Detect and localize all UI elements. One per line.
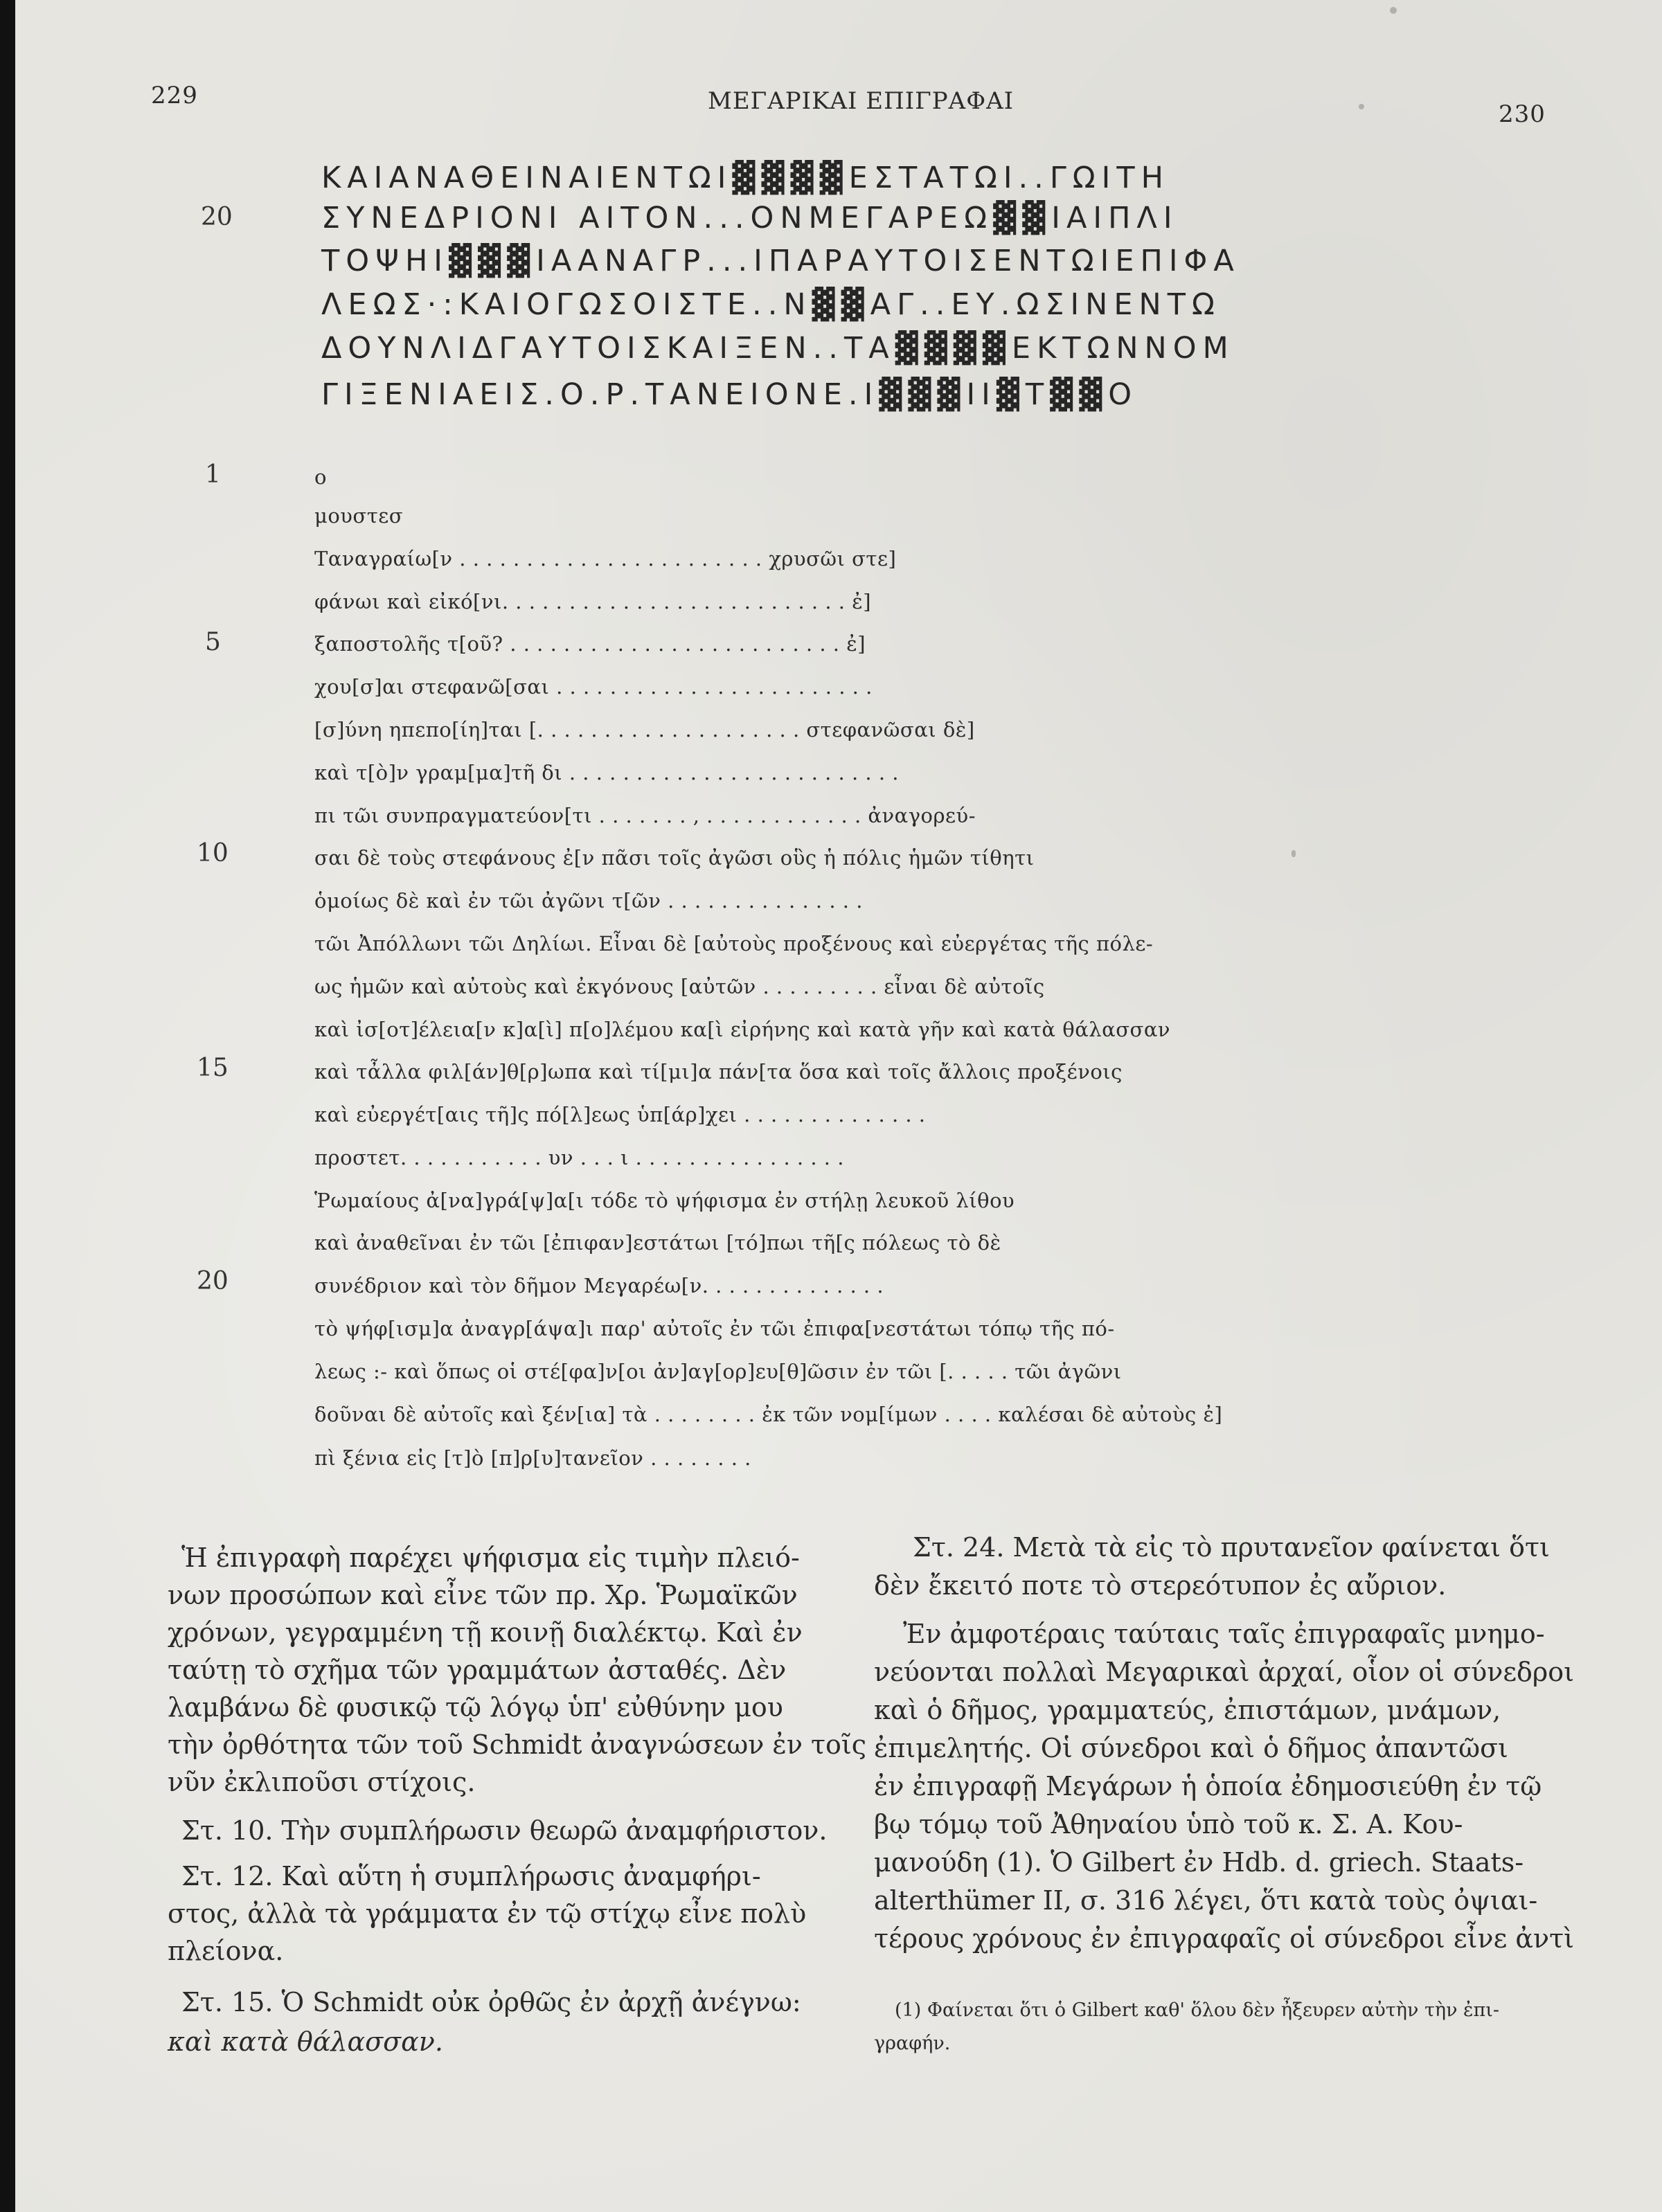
text-line: ο [314,465,327,489]
uncial-line: ΔΟΥΝΛΙΔΓΑΥΤΟΙΣΚΑΙΞΕΝ..ΤΑ▓▓▓▓ΕΚΤΩΝΝΟΜ [321,331,1235,366]
commentary-line: ἐν ἐπιγραφῇ Μεγάρων ἡ ὁποία ἐδημοσιεύθη ἐν τῷ [874,1771,1542,1801]
line-number: 10 [197,839,229,867]
line-number: 20 [197,1267,229,1295]
text-line: καὶ τἆλλα φιλ[άν]θ[ρ]ωπα καὶ τί[μι]α πάν[τα ὅσα καὶ τοῖς ἄλλοις προξένοις [314,1060,1123,1083]
commentary-line: δὲν ἔκειτό ποτε τὸ στερεότυπον ἐς αὔριον. [874,1570,1447,1601]
commentary-line: καὶ ὁ δῆμος, γραμματεύς, ἐπιστάμων, μνάμων, [874,1695,1501,1725]
commentary-line: ταύτῃ τὸ σχῆμα τῶν γραμμάτων ἀσταθές. Δὲν [168,1655,787,1685]
text-line: συνέδριον καὶ τὸν δῆμον Μεγαρέω[ν. . . . . . . . . . . . . . [314,1274,884,1297]
line-number: 5 [205,628,221,656]
text-line: καὶ εὐεργέτ[αις τῆ]ς πό[λ]εως ὑπ[άρ]χει . . . . . . . . . . . . . . [314,1103,926,1126]
text-line: καὶ ἰσ[οτ]έλεια[ν κ]α[ὶ] π[ο]λέμου κα[ὶ εἰρήνης καὶ κατὰ γῆν καὶ κατὰ θάλασσαν [314,1018,1171,1041]
uncial-line: ΓΙΞΕΝΙΑΕΙΣ.Ο.Ρ.ΤΑΝΕΙΟΝΕ.Ι▓▓▓ΙΙ▓Τ▓▓Ο [321,377,1138,412]
line-number: 15 [197,1054,229,1082]
commentary-line: alterthümer II, σ. 316 λέγει, ὅτι κατὰ τοὺς ὀψιαι- [874,1885,1538,1916]
ink-speck [1359,104,1364,109]
line-number: 20 [201,203,233,231]
commentary-line: Στ. 15. Ὁ Schmidt οὐκ ὀρθῶς ἐν ἀρχῇ ἀνέγνω: [181,1987,801,2017]
commentary-line: Στ. 10. Τὴν συμπλήρωσιν θεωρῶ ἀναμφήριστον. [181,1815,828,1846]
text-line: ὁμοίως δὲ καὶ ἐν τῶι ἀγῶνι τ[ῶν . . . . . . . . . . . . . . . [314,889,863,912]
line-number: 1 [205,460,221,489]
commentary-line: τέρους χρόνους ἐν ἐπιγραφαῖς οἱ σύνεδροι εἶνε ἀντὶ [874,1923,1575,1954]
commentary-line: νων προσώπων καὶ εἶνε τῶν πρ. Χρ. Ῥωμαϊκῶν [168,1580,798,1610]
text-line: ξαποστολῆς τ[οῦ? . . . . . . . . . . . . . . . . . . . . . . . . . ἐ] [314,632,866,656]
commentary-line: πλείονα. [168,1936,284,1966]
text-line: τῶι Ἀπόλλωνι τῶι Δηλίωι. Εἶναι δὲ [αὐτοὺς προξένους καὶ εὐεργέτας τῆς πόλε- [314,932,1154,955]
commentary-line: χρόνων, γεγραμμένη τῇ κοινῇ διαλέκτῳ. Καὶ ἐν [168,1617,803,1648]
running-title: ΜΕΓΑΡΙΚΑΙ ΕΠΙΓΡΑΦΑΙ [708,87,1015,115]
commentary-line: μανούδη (1). Ὁ Gilbert ἐν Hdb. d. griech. Staats- [874,1847,1524,1878]
text-line: πὶ ξένια εἰς [τ]ὸ [π]ρ[υ]τανεῖον . . . . . . . . [314,1446,751,1470]
text-line: δοῦναι δὲ αὐτοῖς καὶ ξέν[ια] τὰ . . . . . . . . ἐκ τῶν νομ[ίμων . . . . καλέσαι δὲ αὐτοὺς ἐ] [314,1403,1223,1426]
commentary-line: ἐπιμελητής. Οἱ σύνεδροι καὶ ὁ δῆμος ἀπαντῶσι [874,1733,1508,1763]
commentary-line: καὶ κατὰ θάλασσαν. [168,2026,443,2057]
text-line: προστετ. . . . . . . . . . . υν . . . ι . . . . . . . . . . . . . . . . [314,1146,844,1169]
text-line: μουστεσ [314,504,404,528]
footnote: γραφήν. [874,2033,951,2054]
footnote: (1) Φαίνεται ὅτι ὁ Gilbert καθ' ὅλου δὲν ἦξευρεν αὐτὴν τὴν ἐπι- [895,1999,1500,2021]
text-line: [σ]ύνη ηπεπο[ίη]ται [. . . . . . . . . . . . . . . . . . . . στεφανῶσαι δὲ] [314,718,975,741]
text-line: σαι δὲ τοὺς στεφάνους ἐ[ν πᾶσι τοῖς ἀγῶσι οὓς ἡ πόλις ἡμῶν τίθητι [314,846,1035,870]
text-line: ως ἡμῶν καὶ αὐτοὺς καὶ ἐκγόνους [αὐτῶν . . . . . . . . . εἶναι δὲ αὐτοῖς [314,975,1045,998]
commentary-line: νεύονται πολλαὶ Μεγαρικαὶ ἀρχαί, οἷον οἱ σύνεδροι [874,1657,1575,1687]
page-number-left: 229 [151,82,198,109]
commentary-line: Στ. 12. Καὶ αὕτη ἡ συμπλήρωσις ἀναμφήρι- [181,1861,761,1891]
commentary-line: στος, ἀλλὰ τὰ γράμματα ἐν τῷ στίχῳ εἶνε πολὺ [168,1898,807,1929]
commentary-line: νῦν ἐκλιποῦσι στίχοις. [168,1767,476,1797]
commentary-line: τὴν ὀρθότητα τῶν τοῦ Schmidt ἀναγνώσεων ἐν τοῖς [168,1729,867,1760]
ink-speck [1292,850,1296,857]
commentary-line: Ἐν ἀμφοτέραις ταύταις ταῖς ἐπιγραφαῖς μνημο- [903,1619,1545,1649]
text-line: καὶ τ[ὸ]ν γραμ[μα]τῆ δι . . . . . . . . . . . . . . . . . . . . . . . . . [314,761,900,784]
uncial-line: ΚΑΙΑΝΑΘΕΙΝΑΙΕΝΤΩΙ▓▓▓▓ΕΣΤΑΤΩΙ..ΓΩΙΤΗ [321,161,1170,195]
book-page [15,0,1662,2212]
commentary-line: Ἡ ἐπιγραφὴ παρέχει ψήφισμα εἰς τιμὴν πλειό- [181,1543,800,1573]
text-line: τὸ ψήφ[ισμ]α ἀναγρ[άψα]ι παρ' αὐτοῖς ἐν τῶι ἐπιφα[νεστάτωι τόπῳ τῆς πό- [314,1317,1115,1340]
text-line: λεως :- καὶ ὅπως οἱ στέ[φα]ν[οι ἀν]αγ[ορ]ευ[θ]ῶσιν ἐν τῶι [. . . . . τῶι ἀγῶνι [314,1360,1122,1383]
commentary-line: λαμβάνω δὲ φυσικῷ τῷ λόγῳ ὑπ' εὐθύνην μου [168,1692,783,1723]
text-line: Ῥωμαίους ἀ[να]γρά[ψ]α[ι τόδε τὸ ψήφισμα ἐν στήλῃ λευκοῦ λίθου [314,1189,1015,1212]
text-line: φάνωι καὶ εἰκό[νι. . . . . . . . . . . . . . . . . . . . . . . . . . ἐ] [314,590,872,613]
text-line: καὶ ἀναθεῖναι ἐν τῶι [ἐπιφαν]εστάτωι [τό]πωι τῆ[ς πόλεως τὸ δὲ [314,1231,1001,1255]
ink-speck [1390,7,1397,14]
scan-edge-shadow [0,0,15,2212]
commentary-line: Στ. 24. Μετὰ τὰ εἰς τὸ πρυτανεῖον φαίνεται ὅτι [913,1532,1550,1563]
uncial-line: ΛΕΩΣ·:ΚΑΙΟΓΩΣΟΙΣΤΕ..Ν▓▓ΑΓ..ΕΥ.ΩΣΙΝΕΝΤΩ [321,287,1221,322]
uncial-line: ΤΟΨΗΙ▓▓▓ΙΑΑΝΑΓΡ...ΙΠΑΡΑΥΤΟΙΣΕΝΤΩΙΕΠΙΦΑ [321,244,1240,278]
text-line: Ταναγραίω[ν . . . . . . . . . . . . . . . . . . . . . . . χρυσῶι στε] [314,547,897,570]
text-line: πι τῶι συνπραγματεύον[τι . . . . . . . , . . . . . . . . . . . . ἀναγορεύ- [314,804,976,827]
page-number-right: 230 [1499,100,1546,128]
text-line: χου[σ]αι στεφανῶ[σαι . . . . . . . . . . . . . . . . . . . . . . . . [314,675,873,699]
uncial-line: ΣΥΝΕΔΡΙΟΝΙ ΑΙΤΟΝ...ΟΝΜΕΓΑΡΕΩ▓▓ΙΑΙΠΛΙ [321,201,1179,235]
commentary-line: βῳ τόμῳ τοῦ Ἀθηναίου ὑπὸ τοῦ κ. Σ. Α. Κου- [874,1809,1463,1840]
